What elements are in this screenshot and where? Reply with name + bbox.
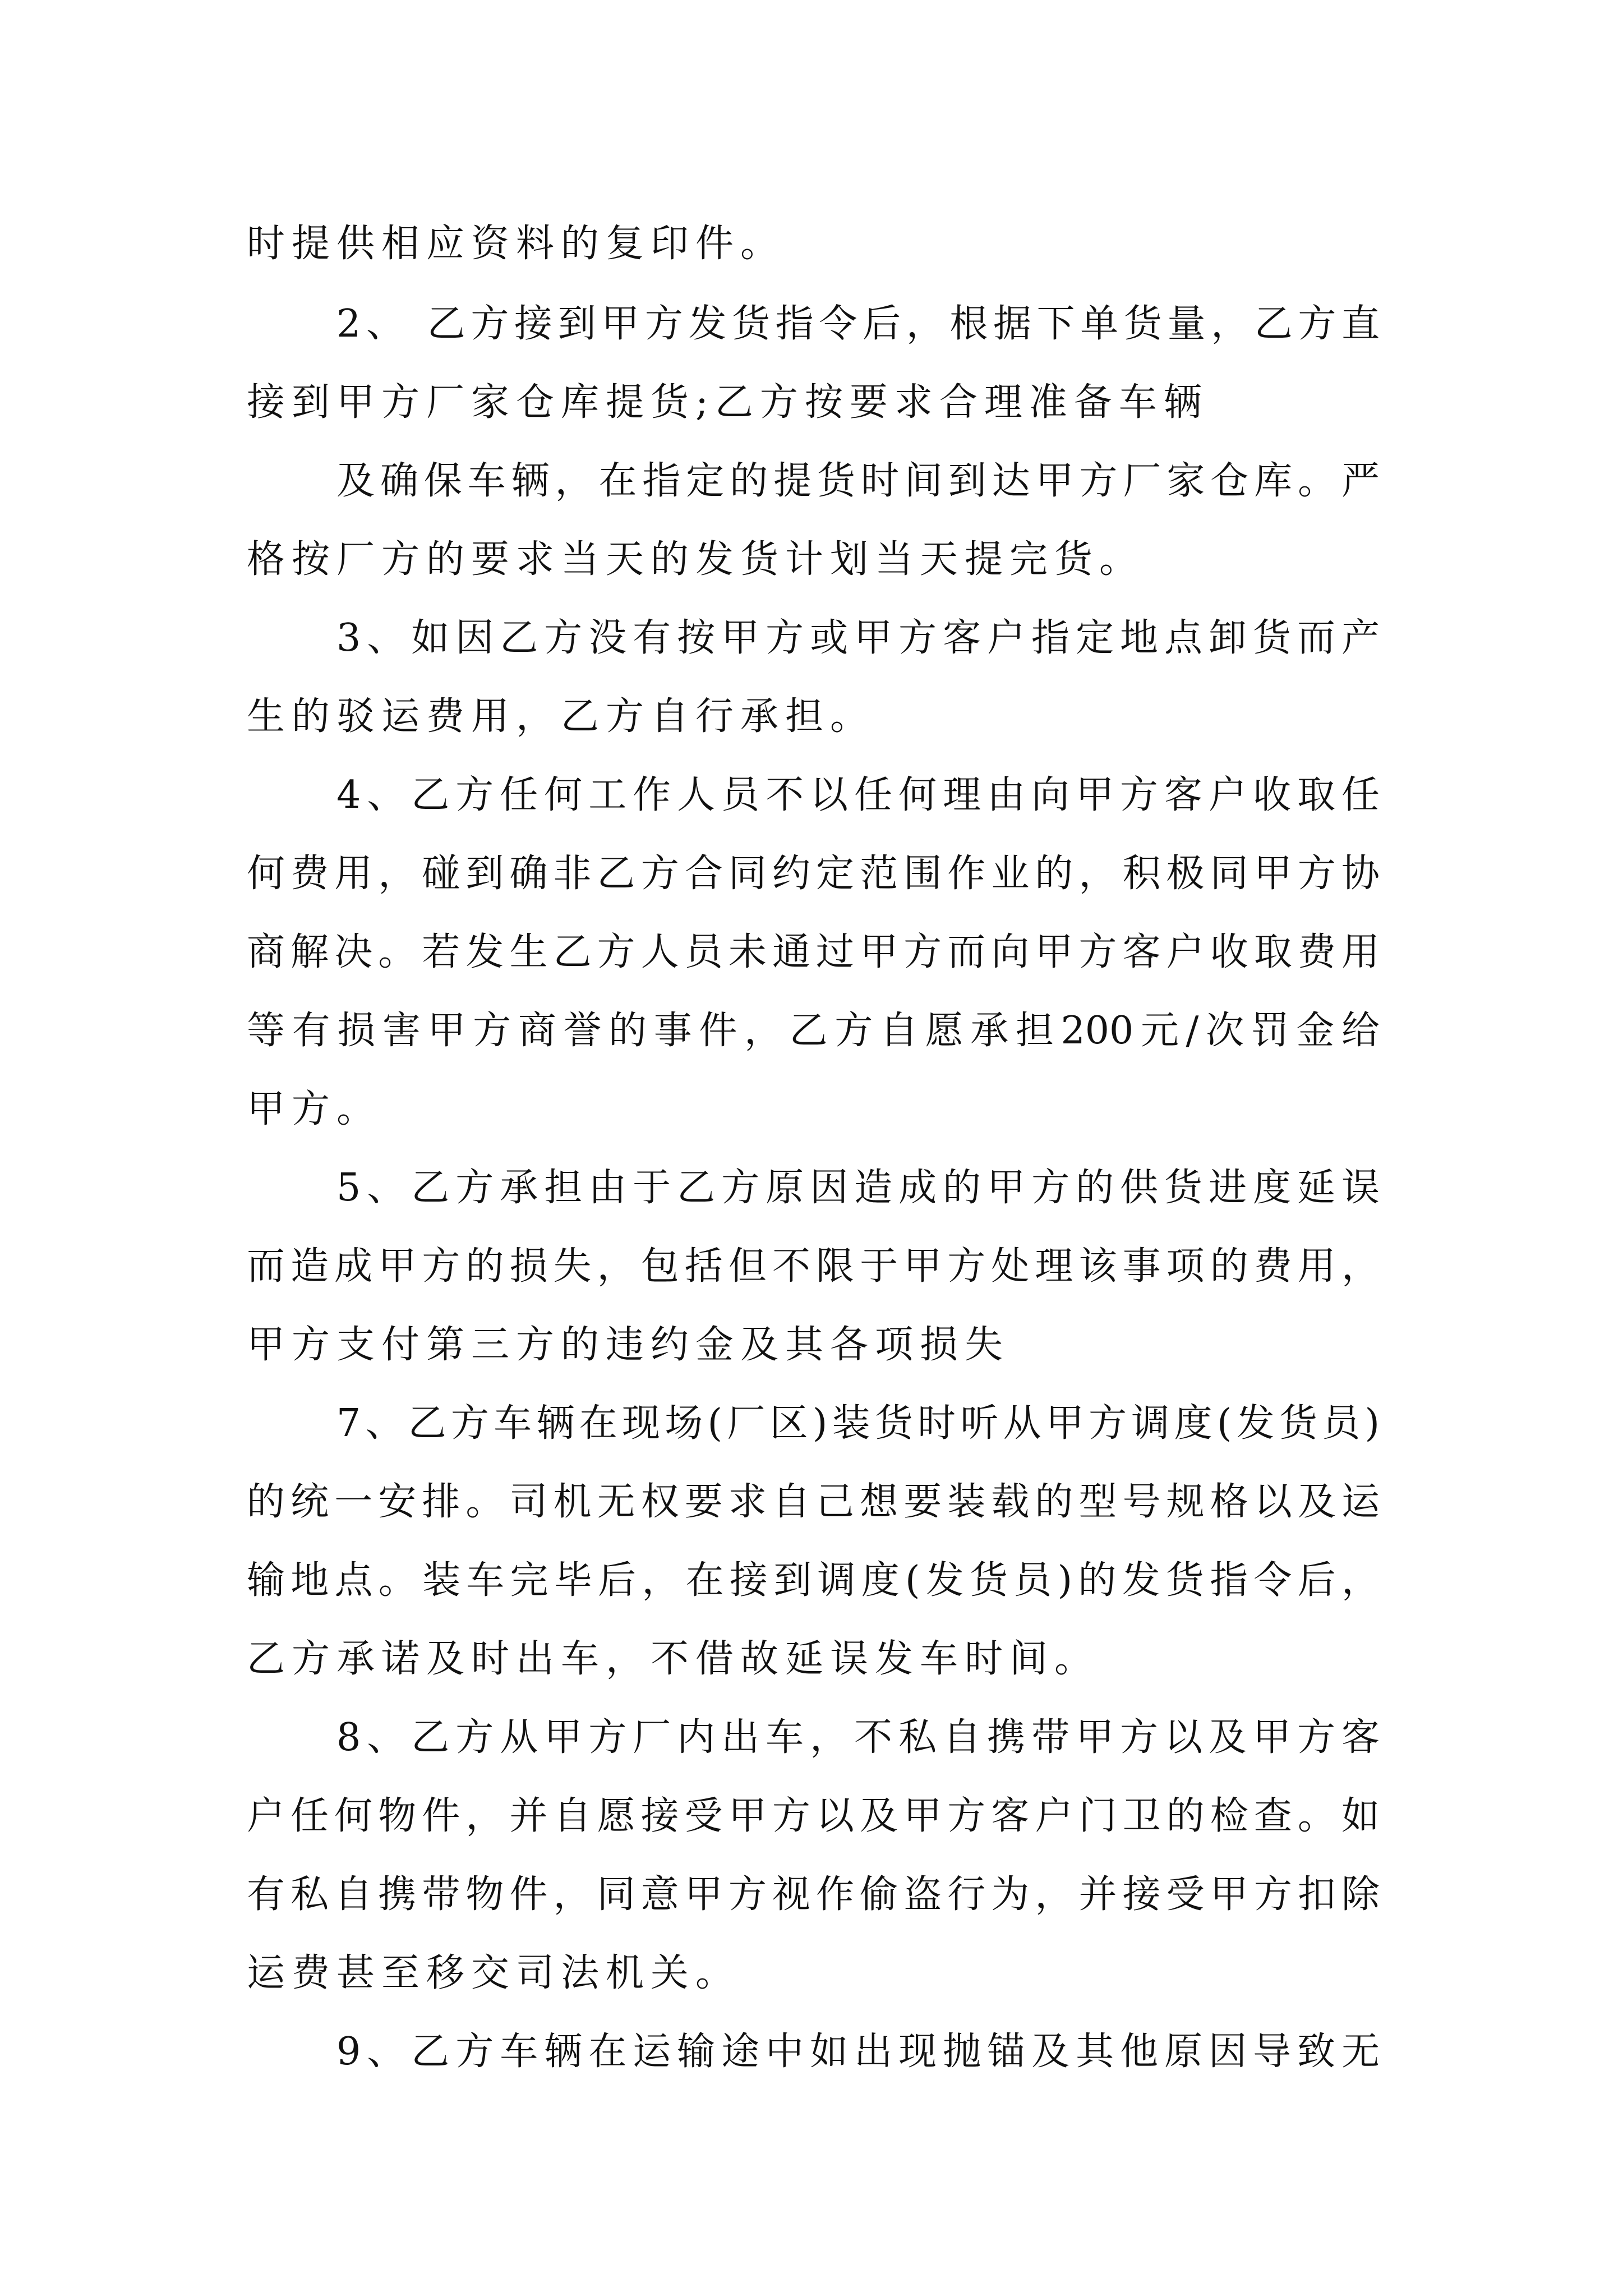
clause-7-line-3: 输地点。装车完毕后，在接到调度(发货员)的发货指令后，: [247, 1558, 1380, 1603]
clause-3-line-2: 生的驳运费用，乙方自行承担。: [247, 694, 875, 739]
clause-8-line-2: 户任何物件，并自愿接受甲方以及甲方客户门卫的检查。如: [247, 1794, 1380, 1838]
clause-2-line-3: 及确保车辆，在指定的提货时间到达甲方厂家仓库。严: [336, 459, 1380, 503]
clause-5-line-3: 甲方支付第三方的违约金及其各项损失: [247, 1323, 1010, 1367]
clause-5-line-2: 而造成甲方的损失，包括但不限于甲方处理该事项的费用，: [247, 1244, 1380, 1289]
text-line-1: 时提供相应资料的复印件。: [247, 222, 786, 266]
clause-8-line-4: 运费甚至移交司法机关。: [247, 1951, 741, 1995]
clause-4-line-3: 商解决。若发生乙方人员未通过甲方而向甲方客户收取费用: [247, 930, 1380, 974]
clause-7-line-4: 乙方承诺及时出车，不借故延误发车时间。: [247, 1637, 1100, 1681]
clause-5-line-1: 5、乙方承担由于乙方原因造成的甲方的供货进度延误: [336, 1166, 1380, 1210]
clause-4-line-2: 何费用，碰到确非乙方合同约定范围作业的，积极同甲方协: [247, 852, 1380, 896]
clause-9-line-1: 9、乙方车辆在运输途中如出现抛锚及其他原因导致无: [336, 2030, 1380, 2074]
clause-7-line-2: 的统一安排。司机无权要求自己想要装载的型号规格以及运: [247, 1480, 1380, 1524]
clause-4-line-5: 甲方。: [247, 1087, 382, 1131]
clause-4-line-1: 4、乙方任何工作人员不以任何理由向甲方客户收取任: [336, 773, 1380, 817]
clause-7-line-1: 7、乙方车辆在现场(厂区)装货时听从甲方调度(发货员): [336, 1401, 1380, 1446]
clause-8-line-3: 有私自携带物件，同意甲方视作偷盗行为，并接受甲方扣除: [247, 1872, 1380, 1917]
clause-2-line-2: 接到甲方厂家仓库提货;乙方按要求合理准备车辆: [247, 380, 1209, 425]
clause-4-line-4: 等有损害甲方商誉的事件，乙方自愿承担200元/次罚金给: [247, 1009, 1380, 1053]
clause-2-line-1: 2、 乙方接到甲方发货指令后，根据下单货量，乙方直: [336, 302, 1380, 346]
clause-2-line-4: 格按厂方的要求当天的发货计划当天提完货。: [247, 537, 1145, 582]
clause-8-line-1: 8、乙方从甲方厂内出车，不私自携带甲方以及甲方客: [336, 1715, 1380, 1760]
clause-3-line-1: 3、如因乙方没有按甲方或甲方客户指定地点卸货而产: [336, 616, 1380, 660]
